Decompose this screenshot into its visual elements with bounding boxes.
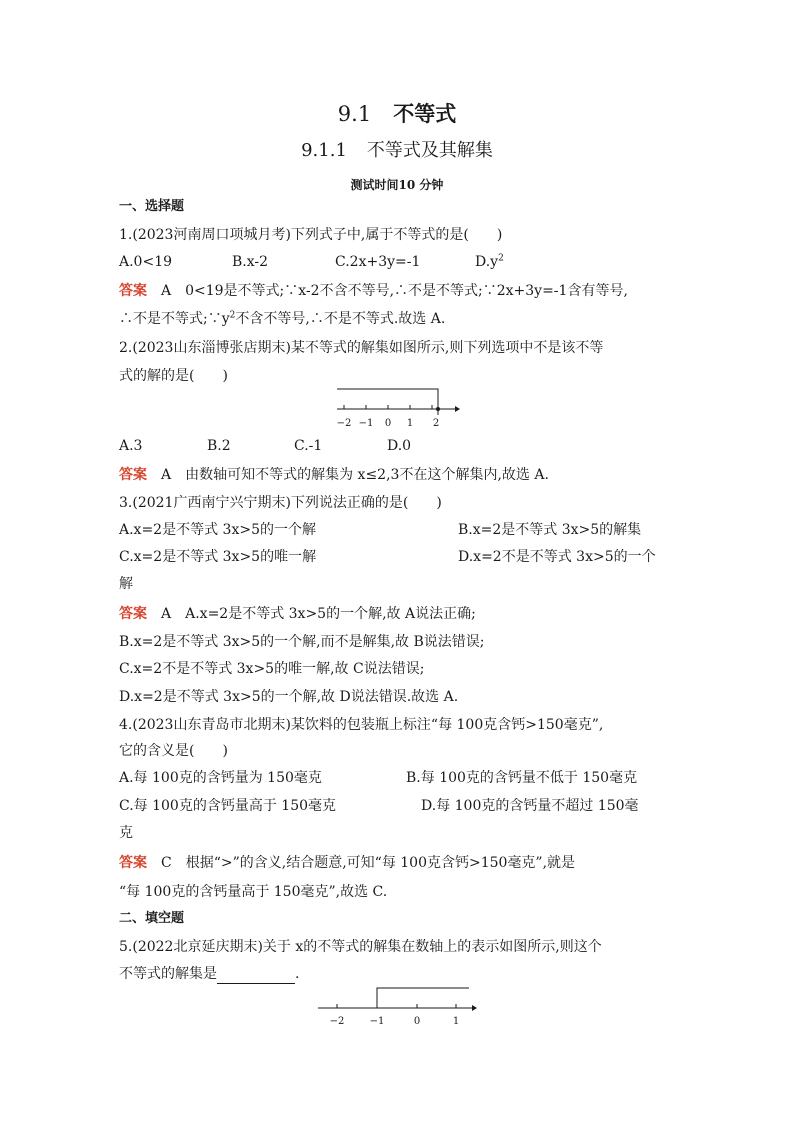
- answer-label: 答案: [119, 467, 147, 483]
- subsection-title: [0, 141, 794, 161]
- section-number: 9.1: [337, 102, 372, 126]
- q3-answer-line: D.x=2是不等式 3x>5的一个解,故 D说法错误.故选 A.: [119, 689, 459, 705]
- question-4-stem-cont: 它的含义是( ): [119, 743, 228, 759]
- q4-option-b: B.每 100克的含钙量不低于 150毫克: [406, 770, 638, 786]
- axis-label: 0: [413, 1016, 421, 1027]
- question-2-stem: 2.(2023山东淄博张店期末)某不等式的解集如图所示,则下列选项中不是该不等: [119, 340, 604, 356]
- q2-answer: 答案 A 由数轴可知不等式的解集为 x≤2,3不在这个解集内,故选 A.: [119, 467, 549, 483]
- q3-answer-line: C.x=2不是不等式 3x>5的唯一解,故 C说法错误;: [119, 661, 425, 677]
- q3-option-c: C.x=2是不等式 3x>5的唯一解: [119, 549, 317, 565]
- axis-label: −1: [369, 1016, 385, 1027]
- answer-label: 答案: [119, 283, 147, 299]
- axis-ticks: [337, 1004, 456, 1008]
- solution-bracket: [337, 389, 438, 415]
- q2-option-a: A.3: [119, 438, 143, 454]
- q3-answer: 答案 A A.x=2是不等式 3x>5的一个解,故 A说法正确;: [119, 606, 476, 622]
- axis-label: 1: [406, 418, 414, 429]
- q3-option-d: D.x=2不是不等式 3x>5的一个: [458, 549, 656, 565]
- q3-option-d-cont: 解: [119, 576, 133, 592]
- question-1-stem: 1.(2023河南周口项城月考)下列式子中,属于不等式的是( ): [119, 227, 503, 243]
- q5-number-line: [314, 983, 480, 1029]
- axis-label: −2: [329, 1016, 345, 1027]
- question-5-stem-cont: 不等式的解集是 .: [119, 966, 300, 982]
- q2-option-b: B.2: [207, 438, 231, 454]
- q2-option-c: C.-1: [294, 438, 323, 454]
- q3-option-b: B.x=2是不等式 3x>5的解集: [458, 522, 642, 538]
- axis-arrow: [472, 1005, 477, 1011]
- q4-answer: 答案 C 根据“>”的含义,结合题意,可知“每 100克含钙>150毫克”,就是: [119, 855, 576, 871]
- q1-answer-cont: ∴不是不等式$;\because y^2$不含不等号,∴不是不等式.故选 A.: [119, 310, 446, 327]
- axis-label: 0: [384, 418, 392, 429]
- q4-option-a: A.每 100克的含钙量为 150毫克: [119, 770, 322, 786]
- answer-blank[interactable]: [217, 968, 295, 984]
- subsection-number: 9.1.1: [301, 140, 347, 161]
- section-heading-fill: 二、填空题: [119, 911, 185, 926]
- question-4-stem: 4.(2023山东青岛市北期末)某饮料的包装瓶上标注“每 100克含钙>150毫克”,: [119, 717, 604, 733]
- section-title-text: 不等式: [393, 101, 457, 126]
- question-5-stem: 5.(2022北京延庆期末)关于 x的不等式的解集在数轴上的表示如图所示,则这个: [119, 939, 602, 955]
- axis-ticks: [344, 405, 432, 409]
- q3-answer-line: B.x=2是不等式 3x>5的一个解,而不是解集,故 B说法错误;: [119, 634, 485, 650]
- section-title: [0, 101, 794, 126]
- subsection-title-text: 不等式及其解集: [366, 140, 493, 161]
- q1-answer: 答案 A 0<19是不等式;∵x-2不含不等号,∴不是不等式;∵2x+3y=-1含有等号,: [119, 283, 628, 299]
- q1-option-b: B.x-2: [232, 254, 269, 270]
- q4-option-d: D.每 100克的含钙量不超过 150毫: [421, 798, 639, 814]
- axis-label: 2: [432, 418, 440, 429]
- solution-bracket: [377, 988, 469, 1008]
- q1-option-c: C.2x+3y=-1: [335, 254, 421, 270]
- section-heading-choice: 一、选择题: [119, 199, 185, 214]
- question-3-stem: 3.(2021广西南宁兴宁期末)下列说法正确的是( ): [119, 495, 442, 511]
- q3-option-a: A.x=2是不等式 3x>5的一个解: [119, 522, 316, 538]
- answer-label: 答案: [119, 606, 147, 622]
- solid-endpoint: [436, 407, 440, 411]
- q2-option-d: D.0: [387, 438, 412, 454]
- axis-label: 1: [452, 1016, 460, 1027]
- test-time: 测试时间10 分钟: [350, 178, 444, 192]
- q2-number-line: [332, 384, 462, 430]
- q1-option-a: A.0<19: [119, 254, 173, 270]
- q4-option-c: C.每 100克的含钙量高于 150毫克: [119, 798, 337, 814]
- q4-option-d-cont: 克: [119, 825, 133, 841]
- axis-label: −1: [358, 418, 374, 429]
- axis-arrow: [455, 406, 460, 412]
- question-2-stem-cont: 式的解的是( ): [119, 368, 228, 384]
- q1-option-d: $D.y^2$: [475, 253, 504, 270]
- axis-label: −2: [336, 418, 352, 429]
- q4-answer-cont: “每 100克的含钙量高于 150毫克”,故选 C.: [119, 884, 388, 900]
- answer-label: 答案: [119, 855, 147, 871]
